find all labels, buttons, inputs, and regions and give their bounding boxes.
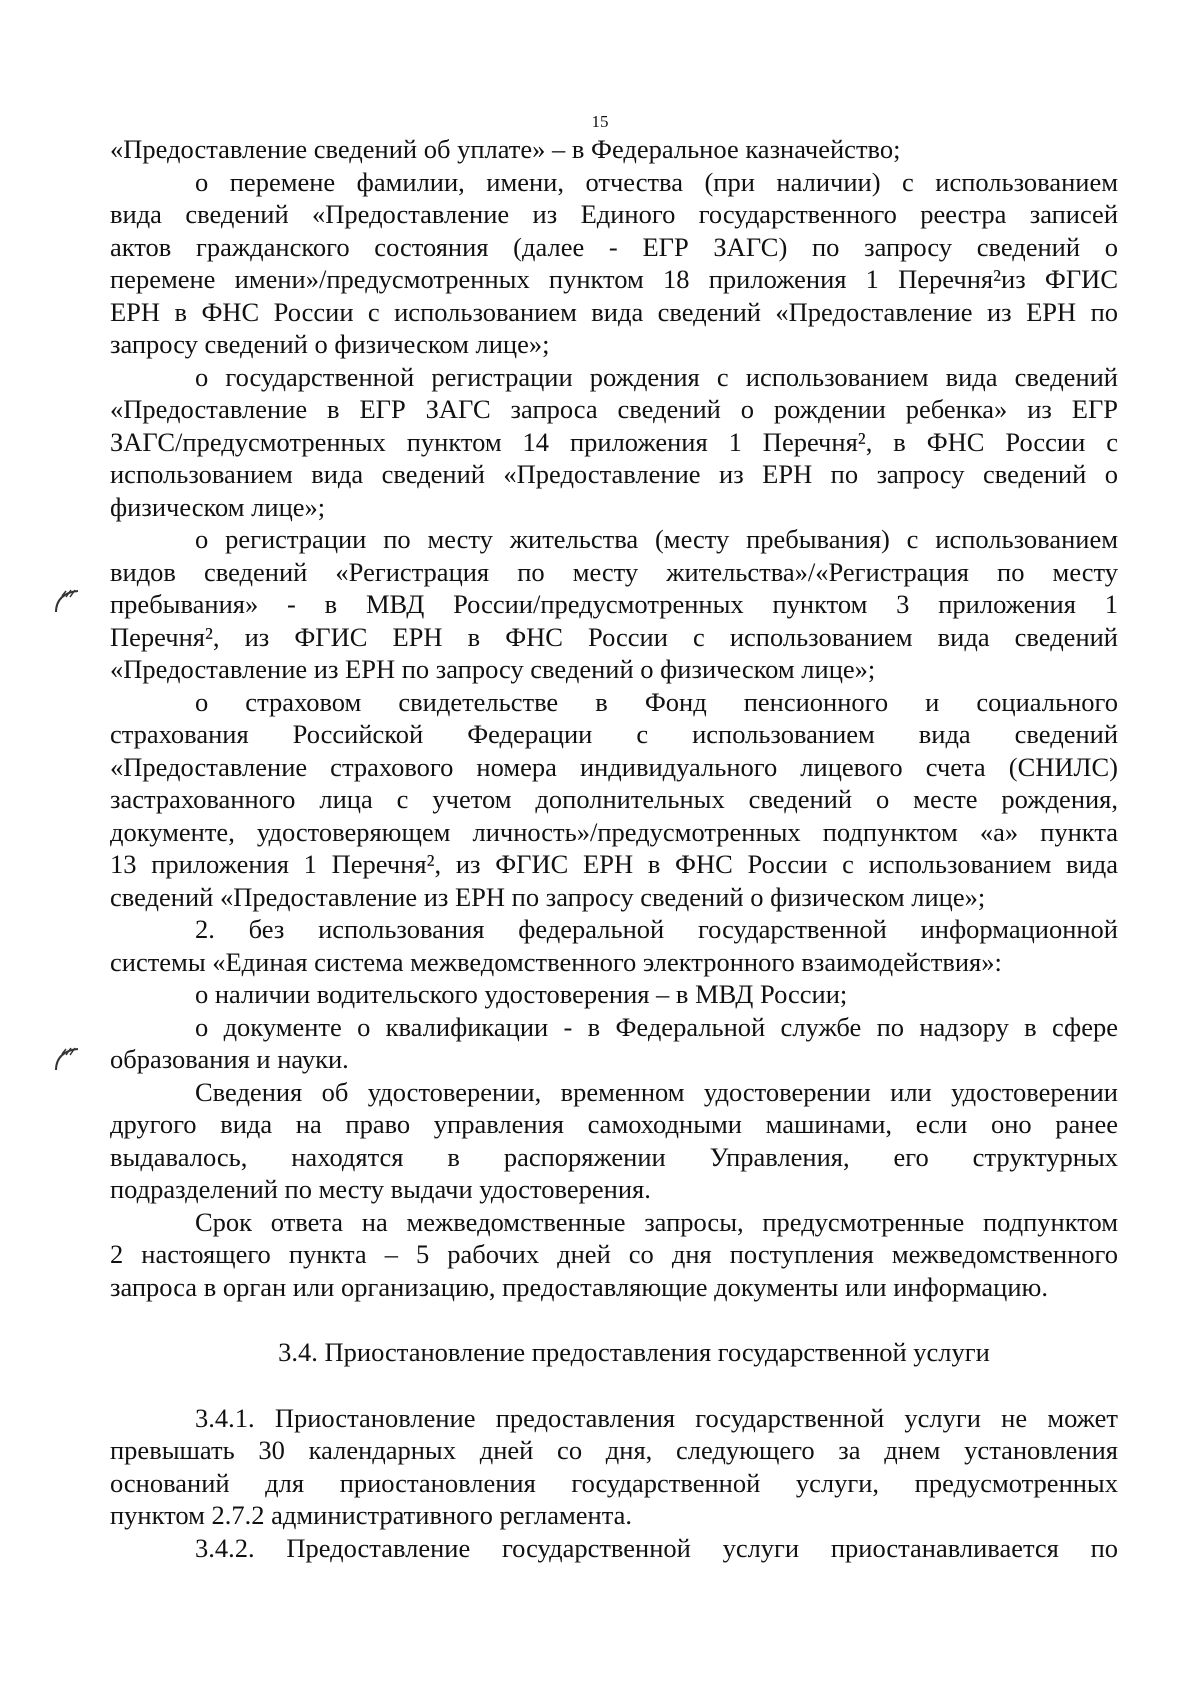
text-line: пунктом 2.7.2 административного регламента. [110, 1500, 633, 1530]
document-body [110, 133, 1118, 1564]
text-line: использованием вида сведений «Предоставление из ЕРН по запросу сведений о [110, 459, 1118, 489]
text-line: 13 приложения 1 Перечня², из ФГИС ЕРН в ФНС России с использованием вида [110, 849, 1118, 879]
text-line: «Предоставление сведений об уплате» – в Федеральное казначейство; [110, 134, 901, 164]
binding-mark-icon [52, 588, 82, 614]
text-line: превышать 30 календарных дней со дня, следующего за днем установления [110, 1435, 1118, 1465]
text-line: документе, удостоверяющем личность»/предусмотренных подпунктом «а» пункта [110, 816, 1118, 847]
text-line: 3.4.1. Приостановление предоставления государственной услуги не может [195, 1402, 1118, 1433]
text-line: 2 настоящего пункта – 5 рабочих дней со дня поступления межведомственного [110, 1239, 1118, 1269]
text-line: выдавалось, находятся в распоряжении Управления, его структурных [110, 1141, 1118, 1172]
section-heading: 3.4. Приостановление предоставления государственной услуги [278, 1337, 990, 1367]
text-line: о государственной регистрации рождения с использованием вида сведений [195, 361, 1118, 392]
text-line: запроса в орган или организацию, предоставляющие документы или информацию. [110, 1271, 1048, 1302]
text-line: запросу сведений о физическом лице»; [110, 329, 550, 359]
text-line: 2. без использования федеральной государственной информационной [195, 914, 1118, 944]
text-line: о страховом свидетельстве в Фонд пенсионного и социального [195, 686, 1118, 717]
text-line: Срок ответа на межведомственные запросы, предусмотренные подпунктом [195, 1206, 1118, 1237]
text-line: «Предоставление в ЕГР ЗАГС запроса сведений о рождении ребенка» из ЕГР [110, 394, 1118, 424]
text-line: физическом лице»; [110, 491, 326, 522]
text-line: вида сведений «Предоставление из Единого государственного реестра записей [110, 199, 1118, 229]
text-line: системы «Единая система межведомственного электронного взаимодействия»: [110, 946, 1002, 977]
text-line: «Предоставление из ЕРН по запросу сведений о физическом лице»; [110, 654, 876, 684]
binding-mark-icon [52, 1046, 82, 1072]
text-line: ЗАГС/предусмотренных пунктом 14 приложения 1 Перечня², в ФНС России с [110, 426, 1118, 457]
text-line: оснований для приостановления государственной услуги, предусмотренных [110, 1467, 1118, 1498]
text-line: ЕРН в ФНС России с использованием вида сведений «Предоставление из ЕРН по [110, 296, 1118, 327]
text-line: Сведения об удостоверении, временном удостоверении или удостоверении [195, 1076, 1118, 1107]
page-number: 15 [591, 112, 609, 131]
text-line: сведений «Предоставление из ЕРН по запросу сведений о физическом лице»; [110, 881, 986, 912]
text-line: Перечня², из ФГИС ЕРН в ФНС России с использованием вида сведений [110, 621, 1118, 652]
text-line: страхования Российской Федерации с использованием вида сведений [110, 719, 1118, 749]
text-line: о регистрации по месту жительства (месту пребывания) с использованием [195, 524, 1118, 554]
text-line: 3.4.2. Предоставление государственной услуги приостанавливается по [195, 1532, 1118, 1563]
text-line: о перемене фамилии, имени, отчества (при наличии) с использованием [195, 166, 1118, 197]
text-line: образования и науки. [110, 1044, 349, 1074]
text-line: подразделений по месту выдачи удостоверения. [110, 1174, 651, 1204]
text-line: застрахованного лица с учетом дополнительных сведений о месте рождения, [110, 784, 1118, 814]
text-line: другого вида на право управления самоходными машинами, если оно ранее [110, 1109, 1118, 1139]
text-line: о документе о квалификации - в Федеральной службе по надзору в сфере [195, 1011, 1118, 1042]
text-line: «Предоставление страхового номера индивидуального лицевого счета (СНИЛС) [110, 751, 1118, 782]
text-line: перемене имени»/предусмотренных пунктом 18 приложения 1 Перечня²из ФГИС [110, 264, 1118, 294]
text-line: видов сведений «Регистрация по месту жительства»/«Регистрация по месту [110, 556, 1118, 587]
text-line: актов гражданского состояния (далее - ЕГР ЗАГС) по запросу сведений о [110, 231, 1118, 262]
text-line: о наличии водительского удостоверения – в МВД России; [195, 979, 848, 1009]
text-line: пребывания» - в МВД России/предусмотренных пунктом 3 приложения 1 [110, 589, 1118, 619]
